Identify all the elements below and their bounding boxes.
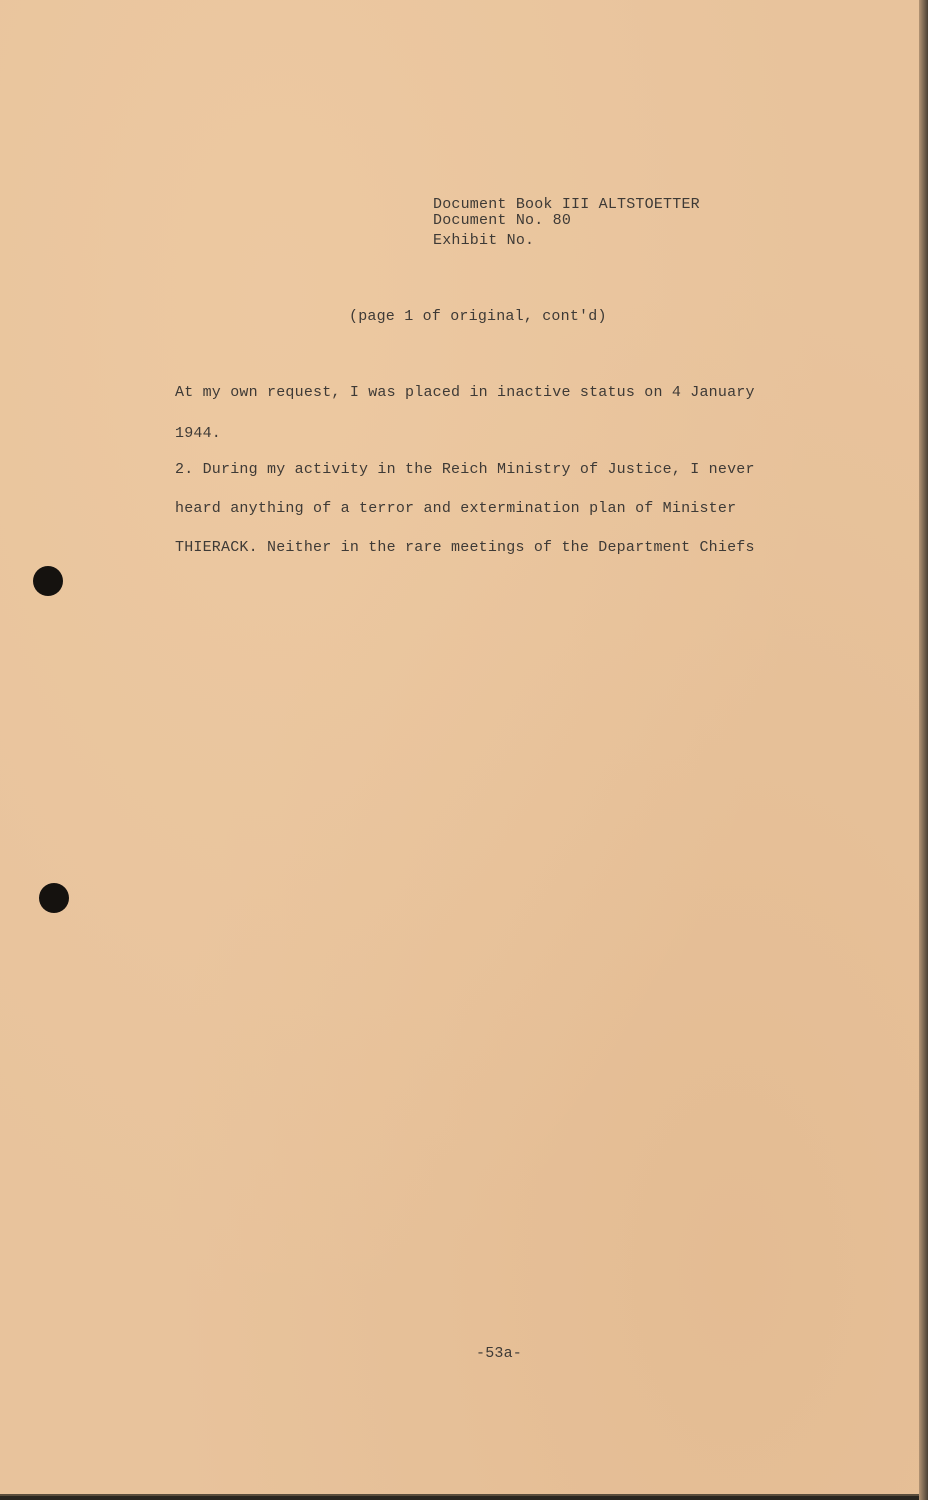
header-exhibit-number: Exhibit No. [433, 232, 535, 249]
header-document-number: Document No. 80 [433, 212, 572, 229]
body-line-1: At my own request, I was placed in inactive status on 4 January [175, 384, 755, 401]
body-line-4: heard anything of a terror and extermination plan of Minister [175, 500, 737, 517]
body-line-5: THIERACK. Neither in the rare meetings of the Department Chiefs [175, 539, 755, 556]
header-document-book: Document Book III ALTSTOETTER [433, 196, 700, 213]
page-edge-shadow [919, 0, 928, 1500]
body-line-2: 1944. [175, 425, 222, 442]
body-line-3: 2. During my activity in the Reich Ministry of Justice, I never [175, 461, 755, 478]
punch-hole-bottom [39, 883, 69, 913]
punch-hole-top [33, 566, 63, 596]
page-number: -53a- [476, 1345, 523, 1362]
page-reference: (page 1 of original, cont'd) [349, 308, 607, 325]
